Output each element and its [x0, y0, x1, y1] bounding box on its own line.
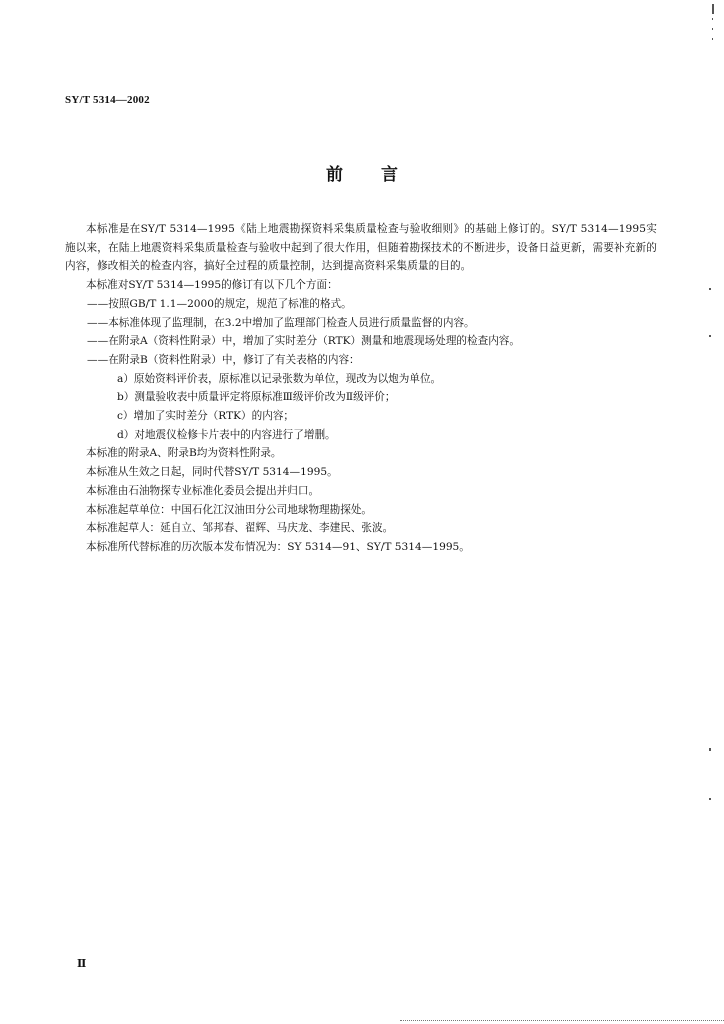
- scan-edge-line: [400, 1020, 724, 1022]
- revision-subitem: a）原始资料评价表，原标准以记录张数为单位，现改为以炮为单位。: [117, 372, 442, 385]
- statement-appendix: 本标准的附录A、附录B均为资料性附录。: [86, 447, 282, 460]
- page-title: [0, 160, 724, 185]
- scan-artifact: [712, 18, 713, 20]
- standard-id-header: SY/T 5314—2002: [65, 94, 150, 106]
- scan-artifact: [709, 335, 711, 337]
- scan-artifact: [712, 28, 713, 30]
- revisions-lead: 本标准对SY/T 5314—1995的修订有以下几个方面：: [86, 279, 338, 292]
- scan-artifact: [712, 4, 714, 14]
- scan-artifact: [709, 798, 711, 800]
- statement-history: 本标准所代替标准的历次版本发布情况为：SY 5314—91、SY/T 5314—1995。: [86, 540, 470, 553]
- revision-item: ——在附录A（资料性附录）中，增加了实时差分（RTK）测量和地震现场处理的检查内容。: [87, 335, 520, 348]
- scan-artifact: [709, 288, 711, 290]
- statement-proposer: 本标准由石油物探专业标准化委员会提出并归口。: [86, 484, 320, 497]
- revision-subitem: c）增加了实时差分（RTK）的内容；: [117, 410, 295, 423]
- statement-drafters: 本标准起草人：延自立、邹邦春、翟辉、马庆龙、李建民、张波。: [86, 522, 394, 535]
- statement-supersedes: 本标准从生效之日起，同时代替SY/T 5314—1995。: [86, 466, 338, 479]
- revision-item: ——在附录B（资料性附录）中，修订了有关表格的内容：: [87, 353, 360, 366]
- revision-subitem: b）测量验收表中质量评定将原标准Ⅲ级评价改为Ⅱ级评价；: [117, 391, 396, 404]
- title-char-2: 言: [381, 165, 398, 185]
- title-char-1: 前: [326, 165, 343, 185]
- statement-drafting-unit: 本标准起草单位：中国石化江汉油田分公司地球物理勘探处。: [86, 503, 373, 516]
- revision-subitem: d）对地震仪检修卡片表中的内容进行了增删。: [117, 428, 336, 441]
- revision-item: ——本标准体现了监理制，在3.2中增加了监理部门检查人员进行质量监督的内容。: [87, 316, 475, 329]
- scan-artifact: [712, 38, 713, 40]
- intro-paragraph: 本标准是在SY/T 5314—1995《陆上地震勘探资料采集质量检查与验收细则》的基础上修订的。SY/T 5314—1995实施以来，在陆上地震资料采集质量检查与验收中起到了很大作用，但随着勘探技术的不断进步，设备日益更新，需要补充新的内容，修改相关的检查内容，搞好全过程的质量控制，达到提高资料采集质量的目的。: [65, 223, 657, 273]
- revision-item: ——按照GB/T 1.1—2000的规定，规范了标准的格式。: [87, 297, 352, 310]
- scan-artifact: [709, 748, 711, 751]
- page-number: Ⅱ: [77, 958, 87, 970]
- foreword-body: [65, 220, 657, 557]
